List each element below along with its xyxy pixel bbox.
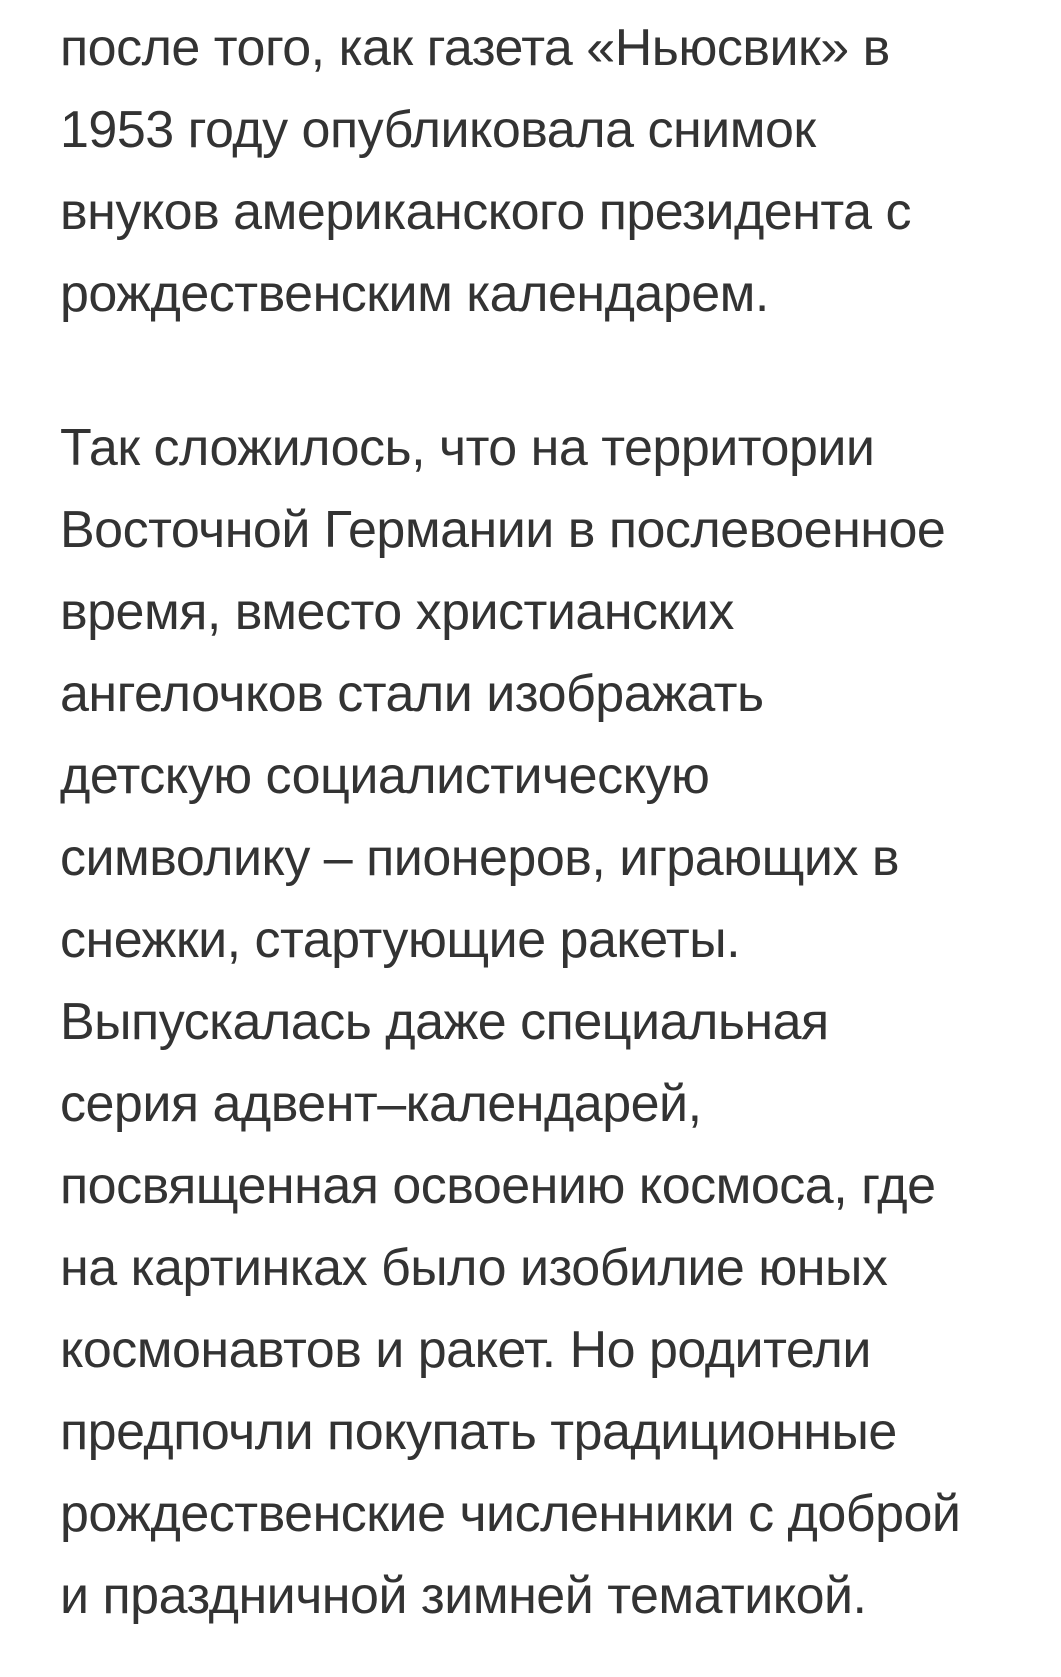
text-line: Выпускалась даже специальная bbox=[60, 993, 829, 1051]
paragraph bbox=[60, 407, 1031, 1637]
text-line: время, вместо христианских bbox=[60, 583, 734, 641]
text-line: и праздничной зимней тематикой. bbox=[60, 1567, 867, 1625]
text-line: снежки, стартующие ракеты. bbox=[60, 911, 741, 969]
text-line: символику – пионеров, играющих в bbox=[60, 829, 900, 887]
paragraph bbox=[60, 7, 1031, 335]
text-line: посвященная освоению космоса, где bbox=[60, 1157, 936, 1215]
text-line: предпочли покупать традиционные bbox=[60, 1403, 897, 1461]
text-line: Так сложилось, что на территории bbox=[60, 419, 875, 477]
text-line: 1953 году опубликовала снимок bbox=[60, 101, 816, 159]
text-line: серия адвент–календарей, bbox=[60, 1075, 702, 1133]
text-line: детскую социалистическую bbox=[60, 747, 710, 805]
text-line: ангелочков стали изображать bbox=[60, 665, 764, 723]
text-line: космонавтов и ракет. Но родители bbox=[60, 1321, 871, 1379]
text-line: на картинках было изобилие юных bbox=[60, 1239, 888, 1297]
text-line: Восточной Германии в послевоенное bbox=[60, 501, 946, 559]
text-line: рождественские численники с доброй bbox=[60, 1485, 961, 1543]
text-line: после того, как газета «Ньюсвик» в bbox=[60, 19, 890, 77]
text-line: рождественским календарем. bbox=[60, 265, 769, 323]
text-line: внуков американского президента с bbox=[60, 183, 912, 241]
